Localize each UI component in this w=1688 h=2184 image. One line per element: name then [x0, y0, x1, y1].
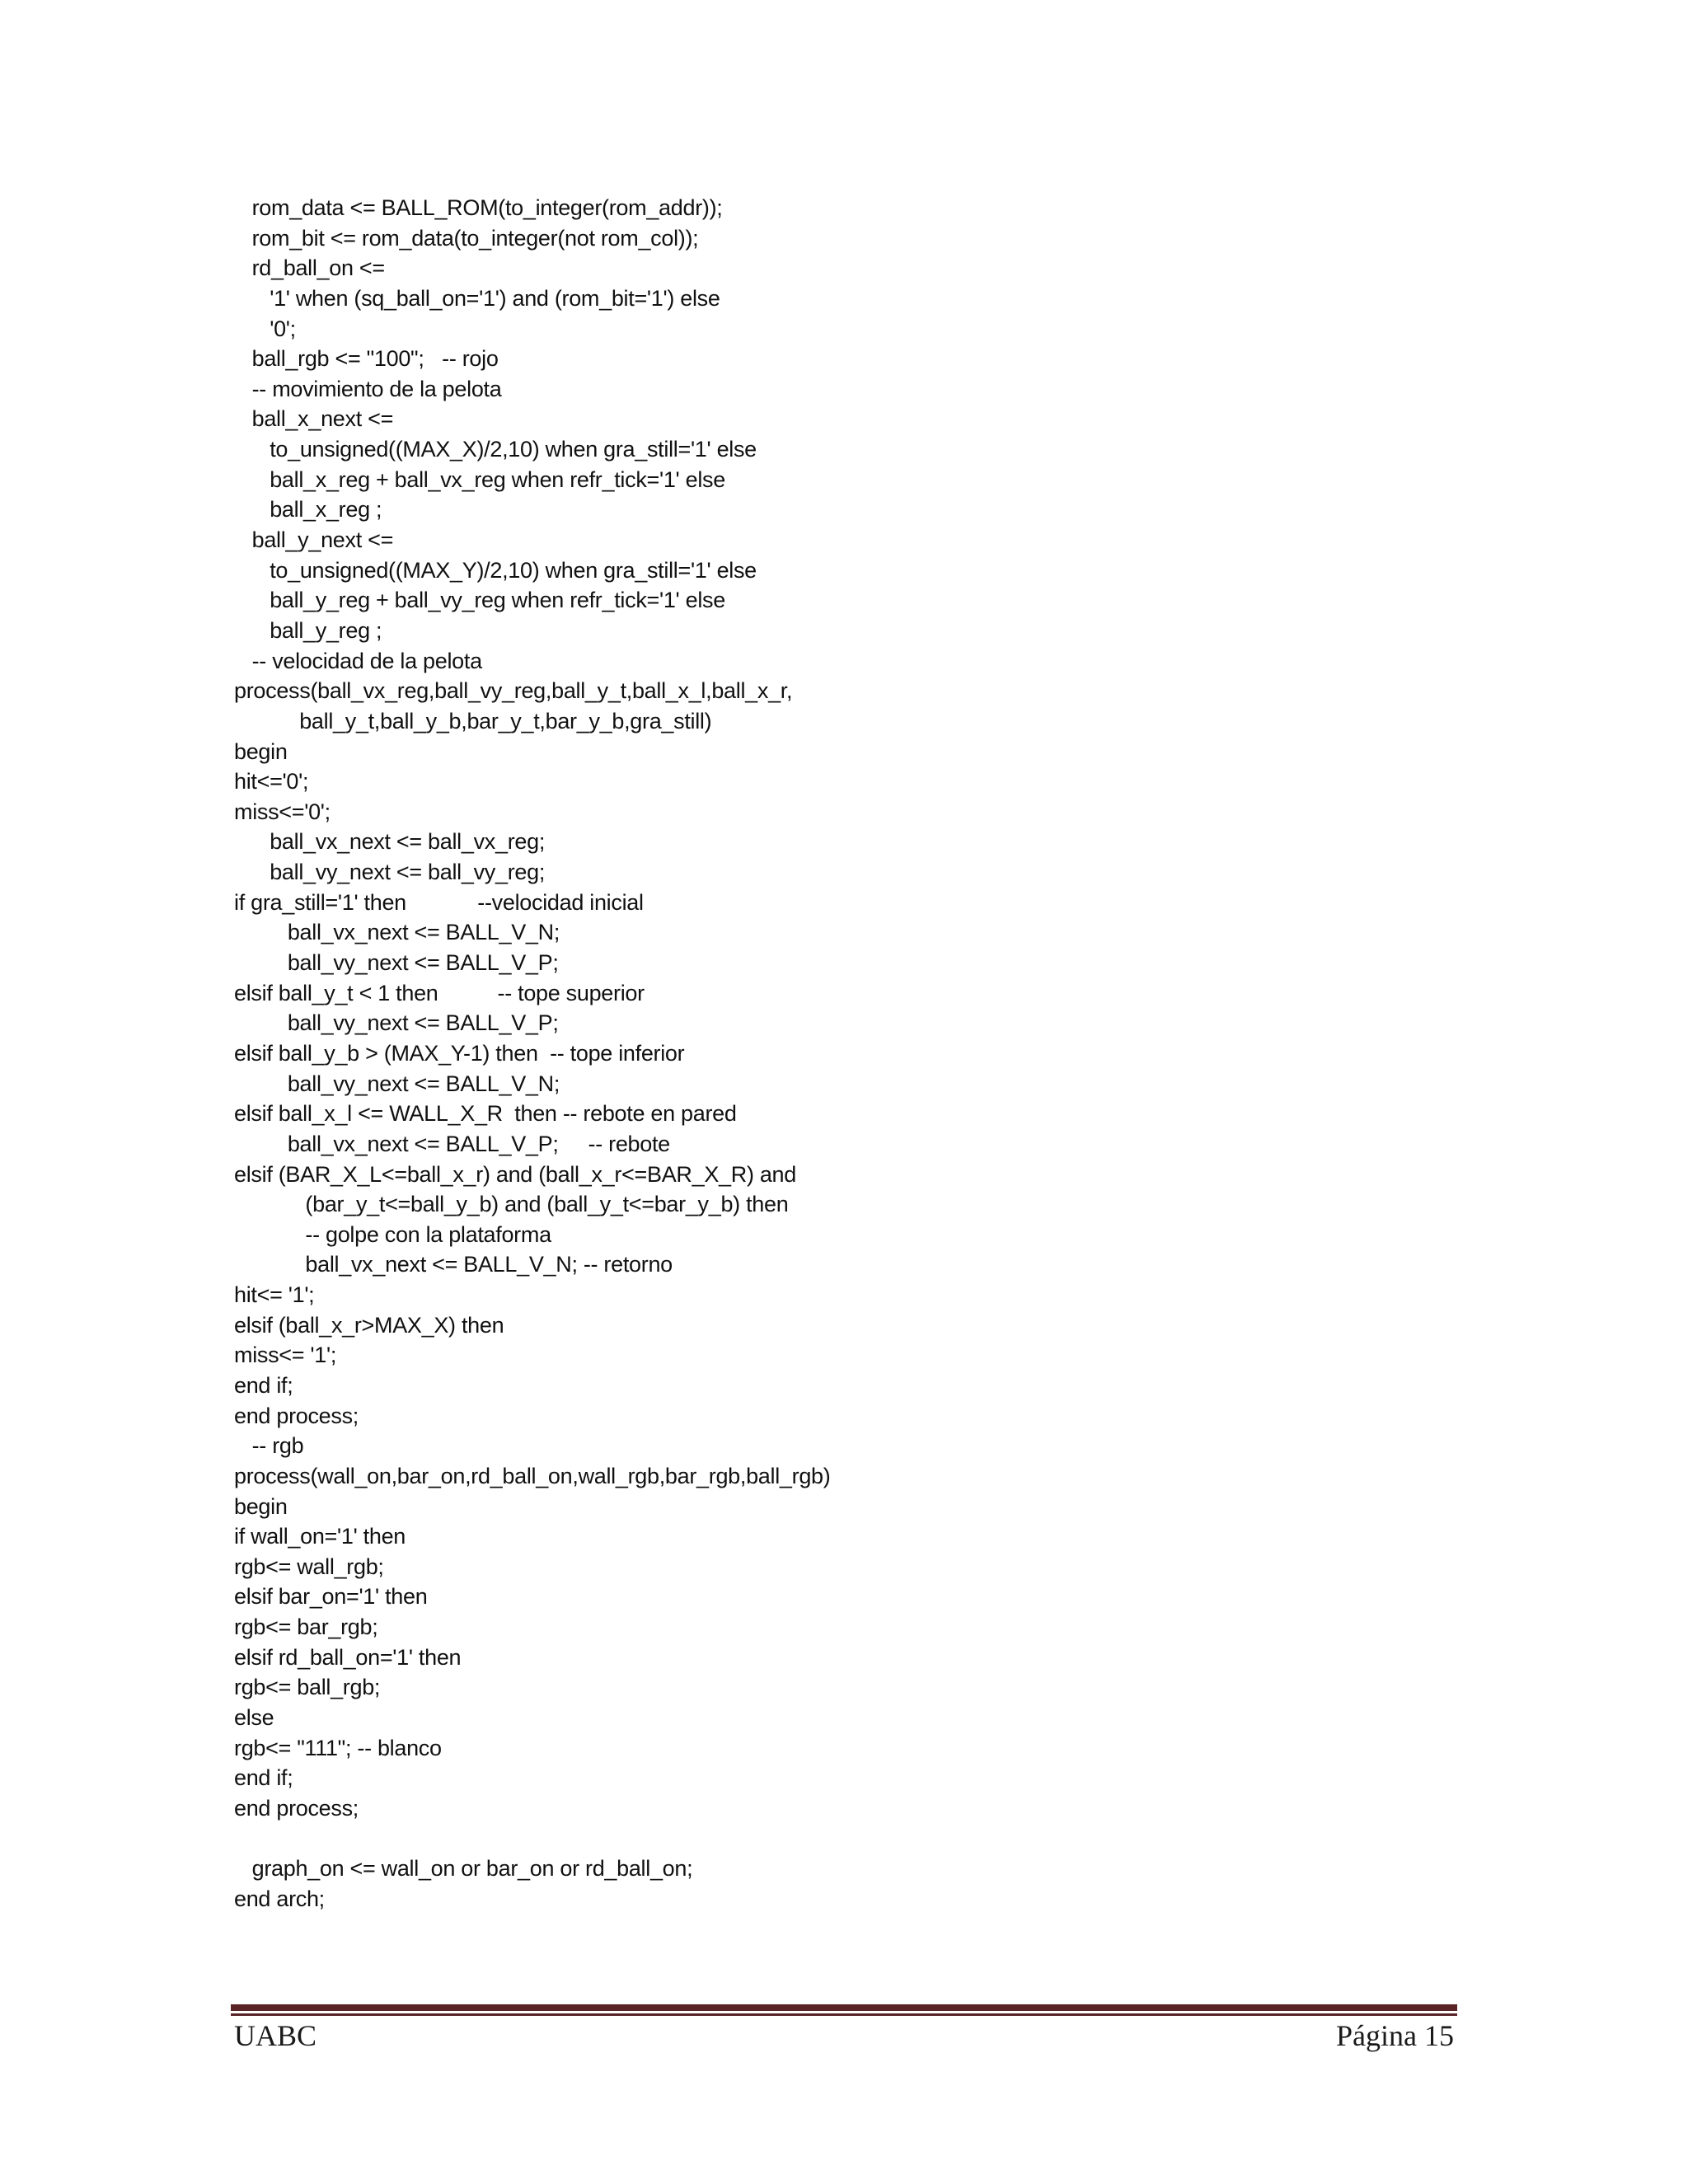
- code-line: begin: [234, 738, 288, 764]
- code-line: rom_bit <= rom_data(to_integer(not rom_col));: [234, 225, 699, 251]
- code-line: to_unsigned((MAX_X)/2,10) when gra_still='1' else: [234, 437, 757, 462]
- code-line: end process;: [234, 1403, 359, 1428]
- code-line: end if;: [234, 1372, 293, 1398]
- code-line: ball_vy_next <= ball_vy_reg;: [234, 860, 546, 885]
- code-line: '0';: [234, 316, 296, 341]
- code-line: ball_vx_next <= BALL_V_N;: [234, 920, 560, 945]
- code-line: ball_x_reg ;: [234, 497, 382, 523]
- code-line: -- movimiento de la pelota: [234, 376, 502, 401]
- code-line: process(ball_vx_reg,ball_vy_reg,ball_y_t,ball_x_l,ball_x_r,: [234, 678, 793, 704]
- code-line: to_unsigned((MAX_Y)/2,10) when gra_still='1' else: [234, 557, 757, 583]
- code-line: else: [234, 1705, 274, 1731]
- code-line: elsif (ball_x_r>MAX_X) then: [234, 1312, 504, 1338]
- code-line: rd_ball_on <=: [234, 255, 385, 281]
- code-line: ball_y_next <=: [234, 527, 394, 553]
- code-line: (bar_y_t<=ball_y_b) and (ball_y_t<=bar_y_b) then: [234, 1192, 789, 1217]
- code-line: process(wall_on,bar_on,rd_ball_on,wall_rgb,bar_rgb,ball_rgb): [234, 1463, 831, 1488]
- code-line: miss<= '1';: [234, 1343, 337, 1368]
- code-line: ball_rgb <= "100"; -- rojo: [234, 346, 499, 372]
- code-line: ball_y_reg + ball_vy_reg when refr_tick='1' else: [234, 588, 725, 613]
- code-line: begin: [234, 1493, 288, 1519]
- code-line: if wall_on='1' then: [234, 1524, 406, 1549]
- code-line: elsif (BAR_X_L<=ball_x_r) and (ball_x_r<=BAR_X_R) and: [234, 1161, 796, 1187]
- code-line: -- golpe con la plataforma: [234, 1221, 551, 1247]
- code-line: [234, 1824, 1470, 1854]
- code-line: -- rgb: [234, 1433, 304, 1459]
- code-listing: [234, 193, 1470, 1915]
- code-line: rgb<= bar_rgb;: [234, 1615, 378, 1640]
- code-line: rgb<= wall_rgb;: [234, 1554, 384, 1579]
- code-line: hit<='0';: [234, 769, 309, 794]
- code-line: miss<='0';: [234, 799, 331, 824]
- code-line: elsif bar_on='1' then: [234, 1584, 428, 1610]
- code-line: elsif rd_ball_on='1' then: [234, 1644, 462, 1670]
- footer-institution: UABC: [234, 2019, 317, 2052]
- code-line: ball_vy_next <= BALL_V_P;: [234, 1010, 559, 1036]
- footer-rule-thin: [231, 2013, 1457, 2016]
- code-line: end if;: [234, 1765, 293, 1791]
- code-line: end arch;: [234, 1886, 325, 1911]
- code-line: -- velocidad de la pelota: [234, 648, 482, 673]
- code-line: ball_y_reg ;: [234, 617, 382, 643]
- code-line: if gra_still='1' then --velocidad inicial: [234, 889, 644, 915]
- code-line: elsif ball_x_l <= WALL_X_R then -- rebote en pared: [234, 1101, 737, 1127]
- code-line: ball_vy_next <= BALL_V_N;: [234, 1071, 560, 1096]
- code-line: end process;: [234, 1795, 359, 1821]
- code-line: ball_vx_next <= ball_vx_reg;: [234, 829, 546, 855]
- code-line: elsif ball_y_t < 1 then -- tope superior: [234, 980, 645, 1005]
- code-line: ball_vy_next <= BALL_V_P;: [234, 950, 559, 976]
- code-line: ball_vx_next <= BALL_V_N; -- retorno: [234, 1252, 673, 1277]
- footer-rule-thick: [231, 2004, 1457, 2011]
- code-line: ball_x_next <=: [234, 406, 394, 432]
- code-line: ball_x_reg + ball_vx_reg when refr_tick='1' else: [234, 466, 725, 492]
- footer-page-number: Página 15: [1336, 2019, 1454, 2052]
- code-line: ball_vx_next <= BALL_V_P; -- rebote: [234, 1131, 670, 1156]
- code-line: '1' when (sq_ball_on='1') and (rom_bit='1') else: [234, 285, 720, 311]
- code-line: hit<= '1';: [234, 1282, 315, 1308]
- code-line: rgb<= ball_rgb;: [234, 1675, 381, 1700]
- code-line: rom_data <= BALL_ROM(to_integer(rom_addr));: [234, 195, 723, 220]
- code-line: rgb<= "111"; -- blanco: [234, 1735, 442, 1760]
- code-line: elsif ball_y_b > (MAX_Y-1) then -- tope inferior: [234, 1040, 685, 1066]
- code-line: graph_on <= wall_on or bar_on or rd_ball_on;: [234, 1856, 693, 1882]
- code-line: ball_y_t,ball_y_b,bar_y_t,bar_y_b,gra_still): [234, 708, 712, 733]
